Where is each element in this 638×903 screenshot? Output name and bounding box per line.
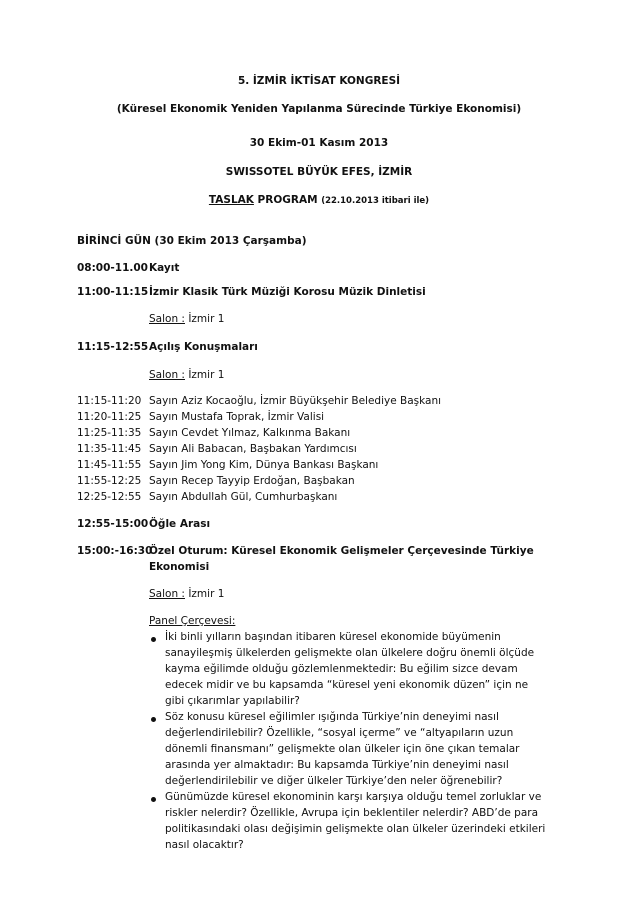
salon-line — [149, 588, 224, 600]
lunch-time: 12:55-15:00 — [77, 518, 149, 530]
item-time: 08:00-11.00 — [77, 262, 148, 274]
speech-time: 11:15-11:20 — [77, 395, 142, 407]
item-time: 11:00-11:15 — [77, 286, 149, 298]
bullet-line: edecek midir ve bu kapsamda “küresel yeni ekonomik düzen” için ne — [165, 679, 529, 691]
day-title: BİRİNCİ GÜN (30 Ekim 2013 Çarşamba) — [77, 235, 307, 247]
bullet-line: sanayileşmiş ülkelerden gelişmekte olan ülkelere doğru önemli ölçüde — [165, 647, 535, 659]
speech-text: Sayın Ali Babacan, Başbakan Yardımcısı — [149, 443, 357, 455]
salon-label: Salon : — [149, 313, 185, 325]
salon-line — [149, 369, 224, 381]
speech-time: 11:25-11:35 — [77, 427, 142, 439]
bullet-line: politikasındaki olası değişimin gelişmekte olan ülkeler üzerindeki etkileri — [165, 823, 546, 835]
speech-time: 11:45-11:55 — [77, 459, 142, 471]
salon-value: İzmir 1 — [184, 588, 225, 600]
session-title-line2: Ekonomisi — [149, 561, 210, 573]
bullet-line: Günümüzde küresel ekonominin karşı karşıya olduğu temel zorluklar ve — [165, 791, 542, 803]
speech-time: 11:55-12:25 — [77, 475, 142, 487]
congress-venue: SWISSOTEL BÜYÜK EFES, İZMİR — [225, 166, 413, 178]
bullet-line: Söz konusu küresel eğilimler ışığında Türkiye’nin deneyimi nasıl — [165, 711, 499, 723]
bullet-icon — [151, 717, 156, 722]
salon-value: İzmir 1 — [184, 313, 225, 325]
salon-line — [149, 313, 224, 325]
item-time: 11:15-12:55 — [77, 341, 149, 353]
bullet-line: kayma eğilimde olduğu gözlemlenmektedir: Bu eğilim sizce devam — [165, 663, 518, 675]
bullet-icon — [151, 797, 156, 802]
bullet-line: riskler nelerdir? Özellikle, Avrupa için beklentiler nelerdir? ABD’de para — [165, 807, 539, 819]
speech-text: Sayın Mustafa Toprak, İzmir Valisi — [149, 411, 325, 423]
lunch-title: Öğle Arası — [149, 518, 211, 530]
panel-label: Panel Çerçevesi: — [149, 615, 236, 627]
speech-time: 11:35-11:45 — [77, 443, 142, 455]
congress-title: 5. İZMİR İKTİSAT KONGRESİ — [237, 75, 401, 87]
session-time: 15:00:-16:30 — [77, 545, 153, 557]
bullet-line: dönemli finansmanı” gelişmekte olan ülkeler için öne çıkan temalar — [165, 743, 520, 755]
speech-text: Sayın Abdullah Gül, Cumhurbaşkanı — [149, 491, 338, 503]
speech-text: Sayın Recep Tayyip Erdoğan, Başbakan — [149, 475, 355, 487]
item-title: İzmir Klasik Türk Müziği Korosu Müzik Dinletisi — [149, 286, 426, 298]
program-date: (22.10.2013 itibari ile) — [321, 196, 430, 206]
salon-value: İzmir 1 — [184, 369, 225, 381]
congress-dates: 30 Ekim-01 Kasım 2013 — [249, 137, 389, 149]
bullet-line: değerlendirilebilir ve diğer ülkeler Türkiye’den neler öğrenebilir? — [165, 775, 503, 787]
salon-label: Salon : — [149, 588, 185, 600]
speech-text: Sayın Aziz Kocaoğlu, İzmir Büyükşehir Belediye Başkanı — [149, 395, 442, 407]
item-title: Kayıt — [149, 262, 180, 274]
bullet-line: İki binli yılların başından itibaren küresel ekonomide büyümenin — [165, 631, 501, 643]
program-heading — [0, 194, 638, 206]
bullet-line: değerlendirilebilir? Özellikle, “sosyal içerme” ve “altyapıların uzun — [165, 727, 514, 739]
draft-label: TASLAK — [208, 194, 254, 206]
bullet-line: arasında yer almaktadır: Bu kapsamda Türkiye’nin deneyimi nasıl — [165, 759, 509, 771]
bullet-line: gibi çıkarımlar yapılabilir? — [165, 695, 300, 707]
program-label: PROGRAM — [253, 194, 322, 206]
congress-subtitle: (Küresel Ekonomik Yeniden Yapılanma Sürecinde Türkiye Ekonomisi) — [116, 103, 522, 115]
bullet-icon — [151, 637, 156, 642]
bullet-line: nasıl olacaktır? — [165, 839, 244, 851]
speech-time: 11:20-11:25 — [77, 411, 142, 423]
session-title-line1: Özel Oturum: Küresel Ekonomik Gelişmeler Çerçevesinde Türkiye — [149, 545, 534, 557]
speech-text: Sayın Cevdet Yılmaz, Kalkınma Bakanı — [149, 427, 351, 439]
item-title: Açılış Konuşmaları — [149, 341, 258, 353]
speech-time: 12:25-12:55 — [77, 491, 142, 503]
salon-label: Salon : — [149, 369, 185, 381]
speech-text: Sayın Jim Yong Kim, Dünya Bankası Başkanı — [149, 459, 379, 471]
